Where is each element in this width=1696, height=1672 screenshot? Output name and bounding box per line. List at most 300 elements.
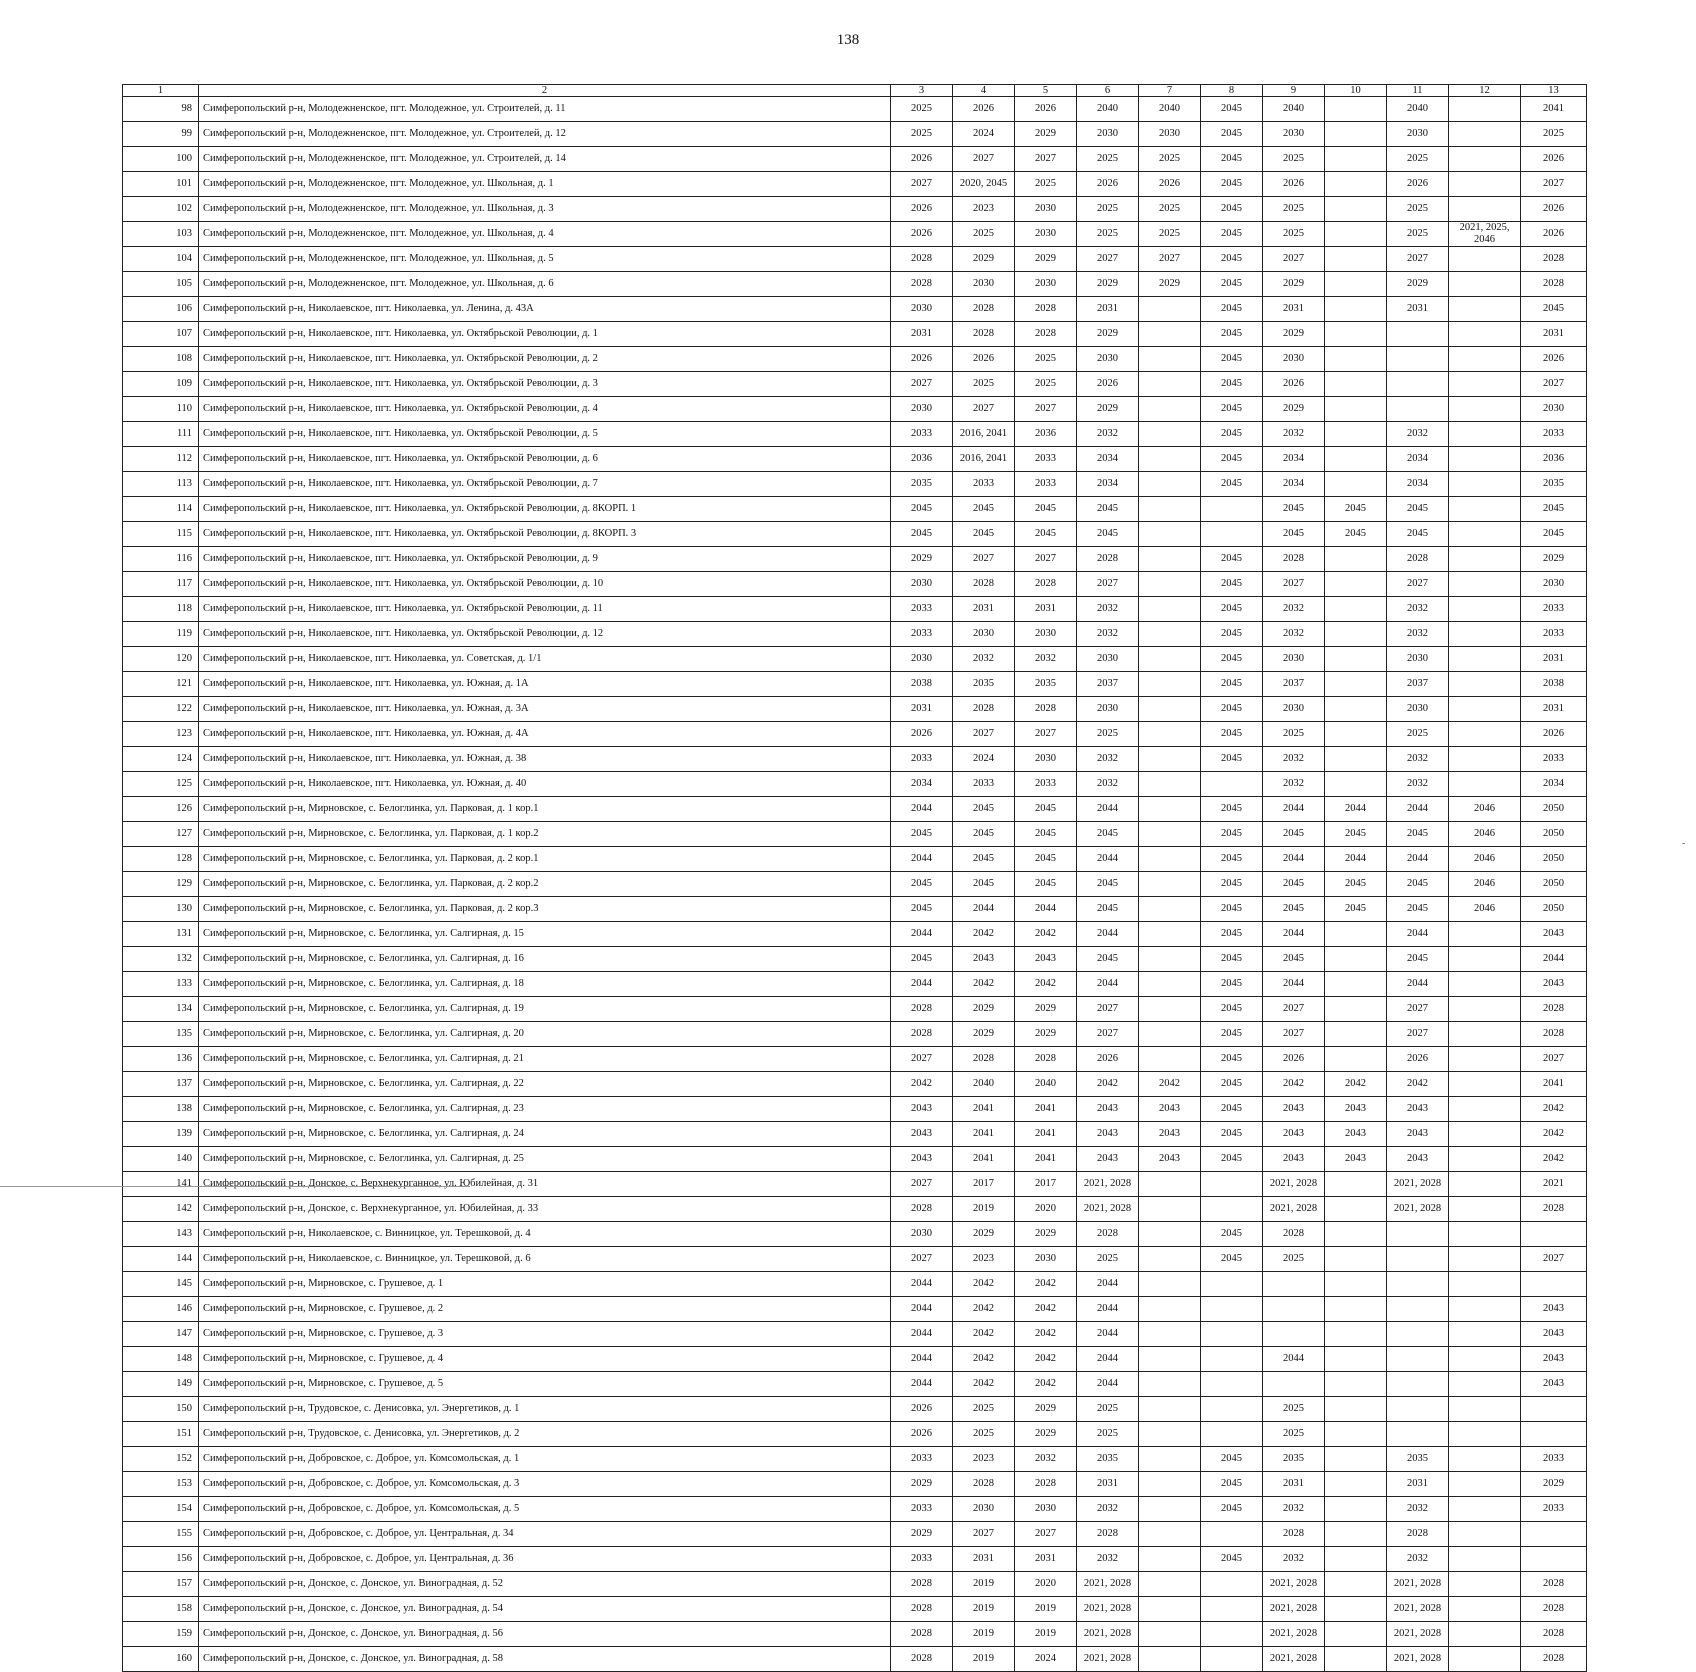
year-cell bbox=[1449, 347, 1521, 372]
year-cell: 2045 bbox=[1201, 347, 1263, 372]
year-cell: 2028 bbox=[1387, 547, 1449, 572]
year-cell bbox=[1387, 1397, 1449, 1422]
year-cell: 2044 bbox=[891, 1347, 953, 1372]
year-cell: 2042 bbox=[1015, 1347, 1077, 1372]
year-cell: 2032 bbox=[1387, 1497, 1449, 1522]
year-cell: 2042 bbox=[1521, 1097, 1587, 1122]
year-cell bbox=[1325, 697, 1387, 722]
year-cell: 2044 bbox=[1077, 922, 1139, 947]
row-number-cell: 132 bbox=[123, 947, 199, 972]
year-cell: 2028 bbox=[1077, 547, 1139, 572]
year-cell: 2026 bbox=[1263, 172, 1325, 197]
year-cell bbox=[1139, 1047, 1201, 1072]
year-cell: 2030 bbox=[1263, 697, 1325, 722]
year-cell: 2027 bbox=[1077, 247, 1139, 272]
row-number-cell: 150 bbox=[123, 1397, 199, 1422]
year-cell: 2045 bbox=[1201, 447, 1263, 472]
row-number-cell: 112 bbox=[123, 447, 199, 472]
table-row bbox=[123, 1522, 1587, 1547]
year-cell: 2025 bbox=[1077, 1397, 1139, 1422]
year-cell: 2021, 2028 bbox=[1387, 1647, 1449, 1672]
year-cell bbox=[1449, 472, 1521, 497]
table-row bbox=[123, 1547, 1587, 1572]
year-cell: 2032 bbox=[1387, 622, 1449, 647]
year-cell bbox=[1449, 1447, 1521, 1472]
year-cell bbox=[1521, 1547, 1587, 1572]
year-cell: 2028 bbox=[1015, 297, 1077, 322]
year-cell: 2027 bbox=[1015, 722, 1077, 747]
year-cell: 2042 bbox=[1015, 972, 1077, 997]
table-row bbox=[123, 722, 1587, 747]
year-cell bbox=[1325, 1272, 1387, 1297]
year-cell: 2044 bbox=[953, 897, 1015, 922]
year-cell: 2025 bbox=[953, 222, 1015, 247]
table-row bbox=[123, 797, 1587, 822]
year-cell bbox=[1325, 772, 1387, 797]
year-cell: 2043 bbox=[1521, 922, 1587, 947]
year-cell: 2021 bbox=[1521, 1172, 1587, 1197]
year-cell: 2042 bbox=[1015, 922, 1077, 947]
year-cell: 2045 bbox=[1201, 322, 1263, 347]
address-cell: Симферопольский р-н, Мирновское, с. Белоглинка, ул. Салгирная, д. 23 bbox=[199, 1097, 891, 1122]
year-cell bbox=[1139, 1547, 1201, 1572]
year-cell bbox=[1201, 1622, 1263, 1647]
row-number-cell: 137 bbox=[123, 1072, 199, 1097]
year-cell: 2045 bbox=[1387, 897, 1449, 922]
year-cell bbox=[1449, 1572, 1521, 1597]
year-cell: 2029 bbox=[1015, 1022, 1077, 1047]
year-cell bbox=[1325, 1422, 1387, 1447]
year-cell: 2025 bbox=[1077, 1247, 1139, 1272]
year-cell bbox=[1201, 1422, 1263, 1447]
year-cell: 2028 bbox=[953, 322, 1015, 347]
year-cell: 2031 bbox=[1387, 297, 1449, 322]
year-cell: 2045 bbox=[1201, 1097, 1263, 1122]
row-number-cell: 125 bbox=[123, 772, 199, 797]
year-cell: 2030 bbox=[953, 622, 1015, 647]
year-cell: 2029 bbox=[1263, 322, 1325, 347]
year-cell: 2042 bbox=[1263, 1072, 1325, 1097]
year-cell: 2019 bbox=[953, 1197, 1015, 1222]
year-cell: 2021, 2028 bbox=[1387, 1172, 1449, 1197]
year-cell: 2028 bbox=[891, 1647, 953, 1672]
column-header-6: 6 bbox=[1077, 85, 1139, 97]
year-cell: 2026 bbox=[1387, 1047, 1449, 1072]
year-cell: 2029 bbox=[891, 1472, 953, 1497]
row-number-cell: 160 bbox=[123, 1647, 199, 1672]
year-cell: 2043 bbox=[1263, 1122, 1325, 1147]
year-cell bbox=[1449, 722, 1521, 747]
year-cell bbox=[1387, 1297, 1449, 1322]
year-cell: 2046 bbox=[1449, 897, 1521, 922]
year-cell bbox=[1139, 522, 1201, 547]
year-cell: 2045 bbox=[1325, 872, 1387, 897]
year-cell: 2045 bbox=[1201, 1147, 1263, 1172]
year-cell: 2028 bbox=[1387, 1522, 1449, 1547]
address-cell: Симферопольский р-н, Мирновское, с. Белоглинка, ул. Парковая, д. 2 кор.2 bbox=[199, 872, 891, 897]
address-cell: Симферопольский р-н, Николаевское, пгт. Николаевка, ул. Южная, д. 1А bbox=[199, 672, 891, 697]
year-cell: 2036 bbox=[891, 447, 953, 472]
year-cell: 2032 bbox=[1387, 1547, 1449, 1572]
row-number-cell: 140 bbox=[123, 1147, 199, 1172]
year-cell bbox=[1325, 1497, 1387, 1522]
year-cell: 2045 bbox=[1201, 822, 1263, 847]
year-cell: 2045 bbox=[1201, 172, 1263, 197]
table-row bbox=[123, 597, 1587, 622]
year-cell bbox=[1139, 847, 1201, 872]
year-cell bbox=[1139, 547, 1201, 572]
year-cell bbox=[1449, 772, 1521, 797]
row-number-cell: 148 bbox=[123, 1347, 199, 1372]
year-cell: 2032 bbox=[1387, 747, 1449, 772]
year-cell: 2036 bbox=[1015, 422, 1077, 447]
year-cell: 2044 bbox=[1077, 972, 1139, 997]
year-cell: 2034 bbox=[891, 772, 953, 797]
year-cell: 2044 bbox=[1263, 847, 1325, 872]
address-cell: Симферопольский р-н, Николаевское, с. Винницкое, ул. Терешковой, д. 6 bbox=[199, 1247, 891, 1272]
year-cell: 2025 bbox=[1521, 122, 1587, 147]
row-number-cell: 143 bbox=[123, 1222, 199, 1247]
year-cell: 2037 bbox=[1077, 672, 1139, 697]
row-number-cell: 120 bbox=[123, 647, 199, 672]
year-cell: 2019 bbox=[1015, 1597, 1077, 1622]
address-cell: Симферопольский р-н, Мирновское, с. Белоглинка, ул. Салгирная, д. 19 bbox=[199, 997, 891, 1022]
year-cell bbox=[1139, 1172, 1201, 1197]
year-cell: 2026 bbox=[1139, 172, 1201, 197]
year-cell bbox=[1325, 1597, 1387, 1622]
year-cell: 2045 bbox=[1201, 972, 1263, 997]
year-cell: 2045 bbox=[1521, 497, 1587, 522]
year-cell: 2026 bbox=[891, 197, 953, 222]
year-cell: 2032 bbox=[1263, 597, 1325, 622]
year-cell: 2020 bbox=[1015, 1197, 1077, 1222]
year-cell: 2027 bbox=[953, 147, 1015, 172]
year-cell: 2045 bbox=[1201, 722, 1263, 747]
year-cell bbox=[1387, 1347, 1449, 1372]
address-cell: Симферопольский р-н, Николаевское, пгт. Николаевка, ул. Октябрьской Революции, д. 8КОРП. 3 bbox=[199, 522, 891, 547]
year-cell: 2020, 2045 bbox=[953, 172, 1015, 197]
table-row bbox=[123, 422, 1587, 447]
address-cell: Симферопольский р-н, Донское, с. Донское, ул. Виноградная, д. 52 bbox=[199, 1572, 891, 1597]
row-number-cell: 152 bbox=[123, 1447, 199, 1472]
year-cell: 2040 bbox=[1015, 1072, 1077, 1097]
year-cell bbox=[1449, 547, 1521, 572]
year-cell: 2032 bbox=[1015, 647, 1077, 672]
year-cell bbox=[1139, 597, 1201, 622]
year-cell: 2044 bbox=[1077, 1297, 1139, 1322]
year-cell: 2045 bbox=[953, 822, 1015, 847]
year-cell bbox=[1325, 1297, 1387, 1322]
year-cell: 2042 bbox=[1015, 1322, 1077, 1347]
year-cell: 2050 bbox=[1521, 822, 1587, 847]
year-cell: 2045 bbox=[953, 872, 1015, 897]
address-cell: Симферопольский р-н, Молодежненское, пгт. Молодежное, ул. Школьная, д. 5 bbox=[199, 247, 891, 272]
year-cell bbox=[1387, 1222, 1449, 1247]
year-cell: 2045 bbox=[1325, 497, 1387, 522]
year-cell: 2029 bbox=[953, 1222, 1015, 1247]
year-cell bbox=[1325, 597, 1387, 622]
row-number-cell: 138 bbox=[123, 1097, 199, 1122]
year-cell: 2032 bbox=[1263, 622, 1325, 647]
year-cell: 2030 bbox=[1521, 572, 1587, 597]
year-cell: 2031 bbox=[1015, 1547, 1077, 1572]
table-row bbox=[123, 1222, 1587, 1247]
year-cell bbox=[1521, 1397, 1587, 1422]
table-row bbox=[123, 1247, 1587, 1272]
year-cell bbox=[1449, 597, 1521, 622]
year-cell bbox=[1449, 1547, 1521, 1572]
year-cell: 2029 bbox=[1521, 1472, 1587, 1497]
year-cell: 2030 bbox=[1015, 1497, 1077, 1522]
year-cell: 2045 bbox=[1325, 822, 1387, 847]
year-cell bbox=[1263, 1322, 1325, 1347]
row-number-cell: 102 bbox=[123, 197, 199, 222]
year-cell bbox=[1263, 1272, 1325, 1297]
year-cell: 2026 bbox=[953, 97, 1015, 122]
year-cell: 2028 bbox=[953, 697, 1015, 722]
year-cell: 2042 bbox=[1139, 1072, 1201, 1097]
year-cell: 2030 bbox=[1387, 647, 1449, 672]
year-cell bbox=[1139, 872, 1201, 897]
year-cell bbox=[1449, 1147, 1521, 1172]
year-cell bbox=[1201, 1597, 1263, 1622]
year-cell: 2026 bbox=[953, 347, 1015, 372]
year-cell: 2030 bbox=[1077, 347, 1139, 372]
table-row bbox=[123, 1047, 1587, 1072]
table-row bbox=[123, 1372, 1587, 1397]
year-cell bbox=[1449, 1072, 1521, 1097]
year-cell: 2026 bbox=[1015, 97, 1077, 122]
table-row bbox=[123, 222, 1587, 247]
year-cell: 2045 bbox=[1263, 947, 1325, 972]
year-cell: 2036 bbox=[1521, 447, 1587, 472]
address-cell: Симферопольский р-н, Мирновское, с. Белоглинка, ул. Салгирная, д. 16 bbox=[199, 947, 891, 972]
address-cell: Симферопольский р-н, Молодежненское, пгт. Молодежное, ул. Школьная, д. 1 bbox=[199, 172, 891, 197]
year-cell: 2026 bbox=[1077, 1047, 1139, 1072]
year-cell bbox=[1139, 1497, 1201, 1522]
table-row bbox=[123, 847, 1587, 872]
year-cell: 2028 bbox=[1263, 1222, 1325, 1247]
year-cell: 2043 bbox=[1521, 1347, 1587, 1372]
table-row bbox=[123, 872, 1587, 897]
year-cell: 2045 bbox=[1201, 797, 1263, 822]
year-cell: 2033 bbox=[891, 1497, 953, 1522]
table-row bbox=[123, 1597, 1587, 1622]
year-cell: 2027 bbox=[1015, 547, 1077, 572]
year-cell bbox=[1139, 297, 1201, 322]
year-cell: 2031 bbox=[953, 1547, 1015, 1572]
year-cell: 2042 bbox=[953, 1347, 1015, 1372]
year-cell: 2025 bbox=[1263, 222, 1325, 247]
year-cell: 2033 bbox=[891, 422, 953, 447]
year-cell: 2031 bbox=[1263, 1472, 1325, 1497]
year-cell: 2027 bbox=[1521, 1247, 1587, 1272]
year-cell: 2043 bbox=[1139, 1122, 1201, 1147]
year-cell: 2021, 2028 bbox=[1263, 1597, 1325, 1622]
year-cell: 2021, 2025, 2046 bbox=[1449, 222, 1521, 247]
year-cell: 2034 bbox=[1263, 472, 1325, 497]
year-cell bbox=[1139, 1447, 1201, 1472]
year-cell: 2026 bbox=[1521, 222, 1587, 247]
year-cell bbox=[1325, 647, 1387, 672]
year-cell: 2038 bbox=[891, 672, 953, 697]
year-cell: 2034 bbox=[1263, 447, 1325, 472]
year-cell bbox=[1201, 1372, 1263, 1397]
row-number-cell: 118 bbox=[123, 597, 199, 622]
year-cell: 2045 bbox=[891, 822, 953, 847]
year-cell: 2028 bbox=[891, 272, 953, 297]
year-cell bbox=[1449, 1047, 1521, 1072]
year-cell: 2043 bbox=[891, 1122, 953, 1147]
year-cell: 2045 bbox=[891, 522, 953, 547]
address-cell: Симферопольский р-н, Мирновское, с. Грушевое, д. 5 bbox=[199, 1372, 891, 1397]
row-number-cell: 127 bbox=[123, 822, 199, 847]
year-cell bbox=[1325, 1647, 1387, 1672]
year-cell bbox=[1139, 1222, 1201, 1247]
column-header-11: 11 bbox=[1387, 85, 1449, 97]
year-cell: 2046 bbox=[1449, 847, 1521, 872]
year-cell bbox=[1449, 172, 1521, 197]
year-cell: 2029 bbox=[1015, 1222, 1077, 1247]
address-cell: Симферопольский р-н, Николаевское, пгт. Николаевка, ул. Ленина, д. 43А bbox=[199, 297, 891, 322]
year-cell: 2045 bbox=[1201, 1497, 1263, 1522]
year-cell bbox=[1325, 272, 1387, 297]
year-cell: 2045 bbox=[1263, 822, 1325, 847]
table-row bbox=[123, 697, 1587, 722]
year-cell: 2043 bbox=[1325, 1147, 1387, 1172]
table-body bbox=[123, 97, 1587, 1672]
year-cell: 2050 bbox=[1521, 872, 1587, 897]
table-row bbox=[123, 1622, 1587, 1647]
year-cell: 2043 bbox=[1139, 1097, 1201, 1122]
year-cell: 2043 bbox=[953, 947, 1015, 972]
year-cell: 2024 bbox=[1015, 1647, 1077, 1672]
year-cell bbox=[1449, 1222, 1521, 1247]
year-cell: 2030 bbox=[953, 1497, 1015, 1522]
year-cell bbox=[1325, 372, 1387, 397]
year-cell: 2027 bbox=[891, 372, 953, 397]
year-cell: 2042 bbox=[1015, 1372, 1077, 1397]
year-cell: 2030 bbox=[1015, 272, 1077, 297]
year-cell: 2031 bbox=[1077, 1472, 1139, 1497]
year-cell: 2042 bbox=[1015, 1297, 1077, 1322]
year-cell: 2031 bbox=[1521, 647, 1587, 672]
year-cell: 2045 bbox=[1387, 497, 1449, 522]
year-cell bbox=[1139, 1622, 1201, 1647]
year-cell: 2031 bbox=[1015, 597, 1077, 622]
year-cell: 2025 bbox=[1077, 197, 1139, 222]
year-cell: 2030 bbox=[1015, 222, 1077, 247]
column-header-8: 8 bbox=[1201, 85, 1263, 97]
year-cell: 2042 bbox=[953, 972, 1015, 997]
year-cell: 2028 bbox=[1521, 1597, 1587, 1622]
year-cell: 2030 bbox=[1139, 122, 1201, 147]
year-cell: 2029 bbox=[1015, 247, 1077, 272]
address-cell: Симферопольский р-н, Молодежненское, пгт. Молодежное, ул. Строителей, д. 14 bbox=[199, 147, 891, 172]
year-cell bbox=[1325, 147, 1387, 172]
year-cell: 2021, 2028 bbox=[1387, 1197, 1449, 1222]
year-cell: 2027 bbox=[1263, 247, 1325, 272]
year-cell: 2045 bbox=[1263, 497, 1325, 522]
year-cell: 2045 bbox=[1201, 672, 1263, 697]
address-cell: Симферопольский р-н, Молодежненское, пгт. Молодежное, ул. Школьная, д. 3 bbox=[199, 197, 891, 222]
address-cell: Симферопольский р-н, Мирновское, с. Белоглинка, ул. Салгирная, д. 21 bbox=[199, 1047, 891, 1072]
year-cell: 2020 bbox=[1015, 1572, 1077, 1597]
year-cell bbox=[1201, 522, 1263, 547]
bottom-rule bbox=[0, 1186, 470, 1187]
year-cell bbox=[1139, 947, 1201, 972]
year-cell: 2029 bbox=[1263, 397, 1325, 422]
address-cell: Симферопольский р-н, Донское, с. Донское, ул. Виноградная, д. 56 bbox=[199, 1622, 891, 1647]
year-cell: 2025 bbox=[1387, 222, 1449, 247]
year-cell: 2044 bbox=[1387, 847, 1449, 872]
year-cell: 2016, 2041 bbox=[953, 422, 1015, 447]
year-cell: 2028 bbox=[891, 1597, 953, 1622]
year-cell: 2032 bbox=[1387, 422, 1449, 447]
year-cell: 2045 bbox=[1201, 597, 1263, 622]
year-cell: 2027 bbox=[891, 1172, 953, 1197]
year-cell bbox=[1139, 1322, 1201, 1347]
year-cell: 2028 bbox=[1015, 697, 1077, 722]
register-table bbox=[122, 84, 1587, 1672]
year-cell bbox=[1449, 1422, 1521, 1447]
year-cell: 2044 bbox=[891, 972, 953, 997]
year-cell: 2030 bbox=[891, 572, 953, 597]
year-cell: 2030 bbox=[1015, 622, 1077, 647]
year-cell: 2032 bbox=[1077, 1497, 1139, 1522]
year-cell: 2028 bbox=[1521, 997, 1587, 1022]
year-cell: 2019 bbox=[953, 1622, 1015, 1647]
year-cell: 2027 bbox=[953, 722, 1015, 747]
year-cell: 2038 bbox=[1521, 672, 1587, 697]
year-cell bbox=[1325, 1622, 1387, 1647]
year-cell: 2044 bbox=[1387, 922, 1449, 947]
year-cell: 2028 bbox=[1015, 322, 1077, 347]
year-cell bbox=[1201, 1522, 1263, 1547]
address-cell: Симферопольский р-н, Мирновское, с. Белоглинка, ул. Парковая, д. 2 кор.1 bbox=[199, 847, 891, 872]
year-cell bbox=[1325, 1547, 1387, 1572]
year-cell: 2030 bbox=[1263, 347, 1325, 372]
year-cell: 2029 bbox=[1015, 122, 1077, 147]
address-cell: Симферопольский р-н, Николаевское, пгт. Николаевка, ул. Октябрьской Революции, д. 1 bbox=[199, 322, 891, 347]
year-cell bbox=[1325, 1222, 1387, 1247]
year-cell: 2027 bbox=[1077, 1022, 1139, 1047]
year-cell: 2033 bbox=[1015, 772, 1077, 797]
year-cell: 2032 bbox=[1077, 747, 1139, 772]
year-cell: 2033 bbox=[891, 747, 953, 772]
row-number-cell: 113 bbox=[123, 472, 199, 497]
row-number-cell: 144 bbox=[123, 1247, 199, 1272]
year-cell: 2027 bbox=[1521, 372, 1587, 397]
year-cell: 2031 bbox=[891, 697, 953, 722]
year-cell bbox=[1449, 572, 1521, 597]
year-cell: 2045 bbox=[1201, 922, 1263, 947]
year-cell: 2028 bbox=[953, 572, 1015, 597]
year-cell: 2040 bbox=[1387, 97, 1449, 122]
year-cell bbox=[1325, 222, 1387, 247]
year-cell bbox=[1449, 397, 1521, 422]
address-cell: Симферопольский р-н, Мирновское, с. Белоглинка, ул. Парковая, д. 2 кор.3 bbox=[199, 897, 891, 922]
year-cell bbox=[1521, 1522, 1587, 1547]
year-cell: 2025 bbox=[1139, 197, 1201, 222]
year-cell: 2023 bbox=[953, 1447, 1015, 1472]
year-cell bbox=[1139, 1247, 1201, 1272]
year-cell bbox=[1449, 297, 1521, 322]
year-cell: 2028 bbox=[1521, 1647, 1587, 1672]
year-cell bbox=[1139, 372, 1201, 397]
year-cell: 2034 bbox=[1387, 447, 1449, 472]
year-cell bbox=[1325, 997, 1387, 1022]
